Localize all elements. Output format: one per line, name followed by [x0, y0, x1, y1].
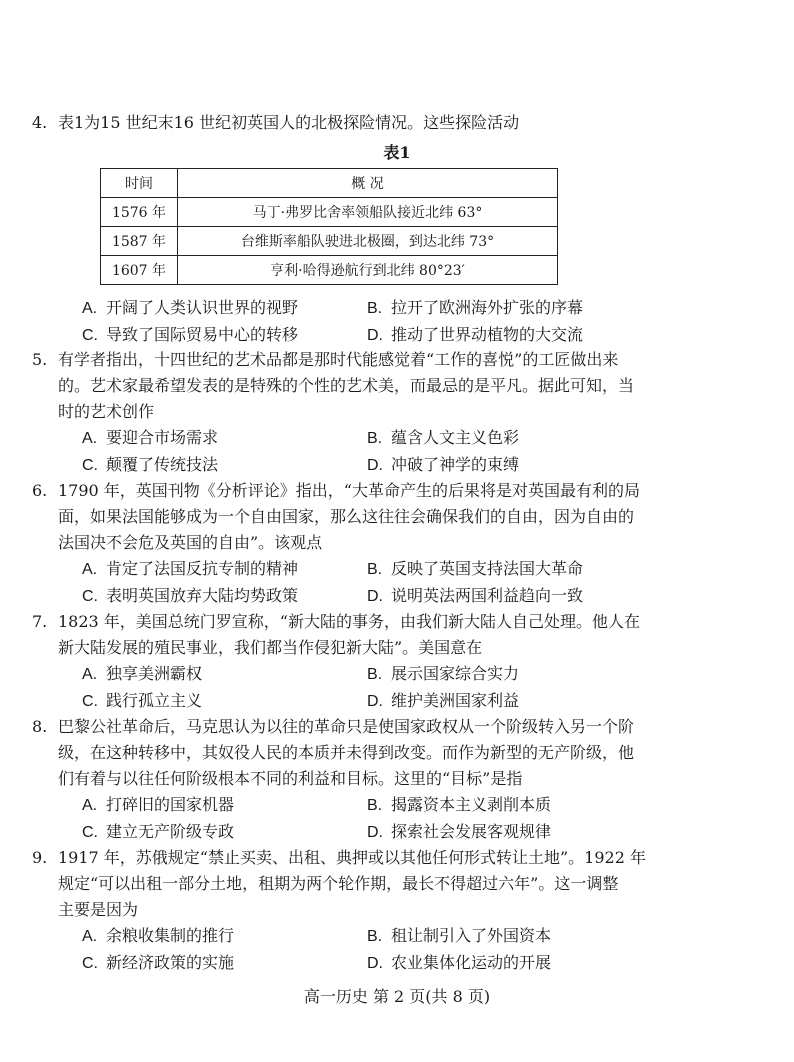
option-c[interactable]: C. 导致了国际贸易中心的转移	[82, 325, 299, 344]
table-cell-year: 1576 年	[101, 198, 178, 227]
question-stem-line: 1823 年，美国总统门罗宣称，“新大陆的事务，由我们新大陆人自己处理。他人在	[58, 612, 640, 631]
question-stem-line: 面，如果法国能够成为一个自由国家，那么这往往会确保我们的自由，因为自由的	[58, 507, 635, 526]
question-8	[32, 714, 732, 846]
option-d[interactable]: D. 维护美洲国家利益	[367, 691, 520, 710]
option-b[interactable]: B. 拉开了欧洲海外扩张的序幕	[367, 298, 584, 317]
question-stem-line: 们有着与以往任何阶级根本不同的利益和目标。这里的“目标”是指	[58, 769, 523, 788]
table-title: 表1	[383, 143, 411, 162]
question-stem-line: 新大陆发展的殖民事业，我们都当作侵犯新大陆”。美国意在	[58, 638, 483, 657]
table-cell-overview: 亨利·哈得逊航行到北纬 80°23′	[178, 256, 558, 285]
table-header-overview: 概 况	[178, 169, 558, 198]
option-d[interactable]: D. 冲破了神学的束缚	[367, 455, 520, 474]
question-number: 6.	[32, 481, 48, 500]
question-stem-line: 法国决不会危及英国的自由”。该观点	[58, 533, 323, 552]
question-5	[32, 347, 732, 479]
question-stem-line: 1790 年，英国刊物《分析评论》指出，“大革命产生的后果将是对英国最有利的局	[58, 481, 640, 500]
option-c[interactable]: C. 表明英国放弃大陆均势政策	[82, 586, 299, 605]
question-stem: 表1为15 世纪末16 世纪初英国人的北极探险情况。这些探险活动	[58, 113, 520, 132]
option-b[interactable]: B. 反映了英国支持法国大革命	[367, 559, 584, 578]
option-d[interactable]: D. 农业集体化运动的开展	[367, 953, 552, 972]
option-a[interactable]: A. 肯定了法国反抗专制的精神	[82, 559, 299, 578]
question-number: 5.	[32, 350, 48, 369]
table-row	[101, 198, 558, 227]
question-4	[32, 110, 732, 136]
question-number: 7.	[32, 612, 48, 631]
question-stem-line: 巴黎公社革命后，马克思认为以往的革命只是使国家政权从一个阶级转入另一个阶	[58, 717, 635, 736]
table-cell-year: 1587 年	[101, 227, 178, 256]
question-stem-line: 有学者指出，十四世纪的艺术品都是那时代能感觉着“工作的喜悦”的工匠做出来	[58, 350, 619, 369]
option-a[interactable]: A. 独享美洲霸权	[82, 664, 203, 683]
question-stem-line: 主要是因为	[58, 900, 139, 919]
question-stem-line: 1917 年，苏俄规定“禁止买卖、出租、典押或以其他任何形式转让土地”。1922 年	[58, 848, 646, 867]
table-header-row	[101, 169, 558, 198]
option-c[interactable]: C. 颠覆了传统技法	[82, 455, 219, 474]
question-stem-line: 时的艺术创作	[58, 402, 155, 421]
option-d[interactable]: D. 推动了世界动植物的大交流	[367, 325, 584, 344]
option-a[interactable]: A. 余粮收集制的推行	[82, 926, 235, 945]
question-9	[32, 845, 732, 977]
question-6	[32, 478, 732, 610]
option-b[interactable]: B. 揭露资本主义剥削本质	[367, 795, 552, 814]
question-number: 9.	[32, 848, 48, 867]
option-d[interactable]: D. 说明英法两国利益趋向一致	[367, 586, 584, 605]
question-number: 4.	[32, 113, 48, 132]
table-cell-overview: 台维斯率船队驶进北极圈，到达北纬 73°	[178, 227, 558, 256]
question-stem-line: 规定“可以出租一部分土地，租期为两个轮作期，最长不得超过六年”。这一调整	[58, 874, 619, 893]
option-c[interactable]: C. 践行孤立主义	[82, 691, 203, 710]
question-stem-line: 的。艺术家最希望发表的是特殊的个性的艺术美，而最忌的是平凡。据此可知，当	[58, 376, 635, 395]
question-stem-line: 级，在这种转移中，其奴役人民的本质并未得到改变。而作为新型的无产阶级，他	[58, 743, 635, 762]
question-4-options	[32, 295, 732, 349]
page-footer: 高一历史 第 2 页(共 8 页)	[303, 987, 491, 1006]
option-b[interactable]: B. 蕴含人文主义色彩	[367, 428, 520, 447]
table-header-time: 时间	[101, 169, 178, 198]
option-c[interactable]: C. 建立无产阶级专政	[82, 822, 235, 841]
question-7	[32, 609, 732, 715]
option-b[interactable]: B. 租让制引入了外国资本	[367, 926, 552, 945]
table-cell-overview: 马丁·弗罗比舍率领船队接近北纬 63°	[178, 198, 558, 227]
question-number: 8.	[32, 717, 48, 736]
option-b[interactable]: B. 展示国家综合实力	[367, 664, 520, 683]
exploration-table	[100, 168, 558, 285]
table-row	[101, 227, 558, 256]
table-row	[101, 256, 558, 285]
option-a[interactable]: A. 要迎合市场需求	[82, 428, 219, 447]
option-a[interactable]: A. 打碎旧的国家机器	[82, 795, 235, 814]
option-a[interactable]: A. 开阔了人类认识世界的视野	[82, 298, 299, 317]
option-d[interactable]: D. 探索社会发展客观规律	[367, 822, 552, 841]
option-c[interactable]: C. 新经济政策的实施	[82, 953, 235, 972]
table-cell-year: 1607 年	[101, 256, 178, 285]
